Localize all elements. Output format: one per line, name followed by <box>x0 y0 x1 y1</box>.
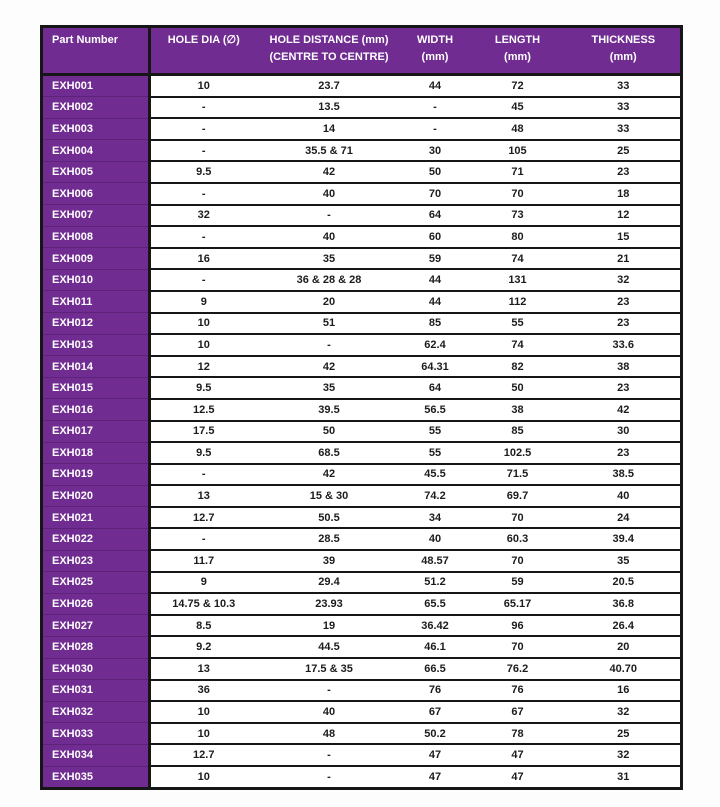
value-cell: 82 <box>469 356 567 378</box>
value-cell: 8.5 <box>150 615 257 637</box>
table-row <box>42 701 682 723</box>
value-cell: - <box>150 118 257 140</box>
table-row <box>42 550 682 572</box>
table-row <box>42 75 682 97</box>
value-cell: 32 <box>567 269 682 291</box>
value-cell: 10 <box>150 766 257 788</box>
col-header-label: Part Number <box>52 34 119 46</box>
part-number-cell: EXH007 <box>42 205 150 227</box>
col-header-sublabel: (mm) <box>504 51 531 64</box>
value-cell: 44.5 <box>257 636 402 658</box>
value-cell: 13.5 <box>257 97 402 119</box>
value-cell: 72 <box>469 75 567 97</box>
value-cell: 42 <box>567 399 682 421</box>
table-row <box>42 226 682 248</box>
value-cell: 45.5 <box>402 464 469 486</box>
value-cell: 40 <box>257 701 402 723</box>
value-cell: 35 <box>257 248 402 270</box>
value-cell: 85 <box>469 421 567 443</box>
value-cell: 51 <box>257 313 402 335</box>
value-cell: - <box>257 766 402 788</box>
col-header-part-number <box>42 27 150 75</box>
value-cell: 25 <box>567 140 682 162</box>
value-cell: 47 <box>469 766 567 788</box>
part-number-cell: EXH035 <box>42 766 150 788</box>
value-cell: 35 <box>257 377 402 399</box>
table-row <box>42 140 682 162</box>
value-cell: - <box>257 334 402 356</box>
value-cell: - <box>150 97 257 119</box>
col-header-sublabel: (CENTRE TO CENTRE) <box>269 51 389 64</box>
value-cell: 12.7 <box>150 744 257 766</box>
value-cell: 60.3 <box>469 528 567 550</box>
table-row <box>42 593 682 615</box>
value-cell: 23 <box>567 161 682 183</box>
part-number-cell: EXH017 <box>42 421 150 443</box>
value-cell: 21 <box>567 248 682 270</box>
value-cell: 71 <box>469 161 567 183</box>
col-header-label: HOLE DIA (∅) <box>167 34 240 46</box>
value-cell: 23 <box>567 291 682 313</box>
value-cell: 39.4 <box>567 528 682 550</box>
value-cell: 102.5 <box>469 442 567 464</box>
part-number-cell: EXH023 <box>42 550 150 572</box>
value-cell: 55 <box>402 442 469 464</box>
table-row <box>42 269 682 291</box>
value-cell: - <box>257 205 402 227</box>
value-cell: 9 <box>150 572 257 594</box>
value-cell: - <box>150 183 257 205</box>
value-cell: 44 <box>402 269 469 291</box>
part-number-cell: EXH018 <box>42 442 150 464</box>
value-cell: 10 <box>150 701 257 723</box>
col-header-sublabel: (mm) <box>421 51 449 64</box>
col-header-sublabel: (mm) <box>609 51 637 64</box>
value-cell: 34 <box>402 507 469 529</box>
value-cell: 38 <box>567 356 682 378</box>
value-cell: - <box>402 118 469 140</box>
part-number-cell: EXH005 <box>42 161 150 183</box>
value-cell: 10 <box>150 723 257 745</box>
value-cell: 65.5 <box>402 593 469 615</box>
value-cell: - <box>150 464 257 486</box>
value-cell: 42 <box>257 161 402 183</box>
value-cell: 45 <box>469 97 567 119</box>
value-cell: 32 <box>150 205 257 227</box>
part-number-cell: EXH031 <box>42 680 150 702</box>
value-cell: 73 <box>469 205 567 227</box>
value-cell: 48 <box>469 118 567 140</box>
value-cell: 12.5 <box>150 399 257 421</box>
value-cell: - <box>150 269 257 291</box>
value-cell: 50.2 <box>402 723 469 745</box>
value-cell: 67 <box>402 701 469 723</box>
value-cell: 30 <box>402 140 469 162</box>
table-row <box>42 658 682 680</box>
value-cell: 59 <box>469 572 567 594</box>
table-row <box>42 183 682 205</box>
table-row <box>42 572 682 594</box>
value-cell: 32 <box>567 744 682 766</box>
part-number-cell: EXH026 <box>42 593 150 615</box>
value-cell: 14.75 & 10.3 <box>150 593 257 615</box>
value-cell: 33 <box>567 75 682 97</box>
table-row <box>42 442 682 464</box>
table-row <box>42 744 682 766</box>
value-cell: 33.6 <box>567 334 682 356</box>
part-number-cell: EXH020 <box>42 485 150 507</box>
part-number-cell: EXH019 <box>42 464 150 486</box>
value-cell: 16 <box>150 248 257 270</box>
value-cell: 9.5 <box>150 442 257 464</box>
value-cell: 36 & 28 & 28 <box>257 269 402 291</box>
value-cell: 19 <box>257 615 402 637</box>
value-cell: 68.5 <box>257 442 402 464</box>
value-cell: 64 <box>402 205 469 227</box>
value-cell: 25 <box>567 723 682 745</box>
col-header-length <box>469 27 567 75</box>
part-number-cell: EXH003 <box>42 118 150 140</box>
value-cell: - <box>257 744 402 766</box>
value-cell: 78 <box>469 723 567 745</box>
value-cell: 15 & 30 <box>257 485 402 507</box>
value-cell: 17.5 & 35 <box>257 658 402 680</box>
value-cell: 74.2 <box>402 485 469 507</box>
value-cell: 39.5 <box>257 399 402 421</box>
parts-spec-table <box>40 25 683 790</box>
value-cell: 47 <box>402 744 469 766</box>
part-number-cell: EXH016 <box>42 399 150 421</box>
value-cell: 50 <box>402 161 469 183</box>
value-cell: - <box>257 680 402 702</box>
value-cell: 112 <box>469 291 567 313</box>
value-cell: 74 <box>469 334 567 356</box>
value-cell: 20 <box>567 636 682 658</box>
col-header-label: HOLE DISTANCE (mm) <box>269 34 389 46</box>
value-cell: 10 <box>150 313 257 335</box>
value-cell: 44 <box>402 75 469 97</box>
part-number-cell: EXH028 <box>42 636 150 658</box>
value-cell: 65.17 <box>469 593 567 615</box>
part-number-cell: EXH034 <box>42 744 150 766</box>
header-row <box>42 27 682 75</box>
part-number-cell: EXH002 <box>42 97 150 119</box>
value-cell: 17.5 <box>150 421 257 443</box>
value-cell: 24 <box>567 507 682 529</box>
part-number-cell: EXH013 <box>42 334 150 356</box>
table-row <box>42 399 682 421</box>
value-cell: 50 <box>469 377 567 399</box>
value-cell: 15 <box>567 226 682 248</box>
table-row <box>42 528 682 550</box>
table-header <box>42 27 682 75</box>
value-cell: 51.2 <box>402 572 469 594</box>
table-row <box>42 766 682 788</box>
value-cell: 47 <box>402 766 469 788</box>
value-cell: 70 <box>469 183 567 205</box>
value-cell: 131 <box>469 269 567 291</box>
value-cell: 55 <box>402 421 469 443</box>
part-number-cell: EXH010 <box>42 269 150 291</box>
table-row <box>42 291 682 313</box>
table-row <box>42 313 682 335</box>
col-header-hole-dia <box>150 27 257 75</box>
value-cell: 55 <box>469 313 567 335</box>
part-number-cell: EXH012 <box>42 313 150 335</box>
value-cell: 59 <box>402 248 469 270</box>
part-number-cell: EXH004 <box>42 140 150 162</box>
part-number-cell: EXH021 <box>42 507 150 529</box>
part-number-cell: EXH009 <box>42 248 150 270</box>
value-cell: 23.93 <box>257 593 402 615</box>
value-cell: 46.1 <box>402 636 469 658</box>
part-number-cell: EXH032 <box>42 701 150 723</box>
col-header-thickness <box>567 27 682 75</box>
value-cell: 48.57 <box>402 550 469 572</box>
value-cell: 31 <box>567 766 682 788</box>
value-cell: 36.8 <box>567 593 682 615</box>
value-cell: 32 <box>567 701 682 723</box>
part-number-cell: EXH001 <box>42 75 150 97</box>
table-row <box>42 248 682 270</box>
table-row <box>42 680 682 702</box>
part-number-cell: EXH011 <box>42 291 150 313</box>
value-cell: 13 <box>150 485 257 507</box>
value-cell: 60 <box>402 226 469 248</box>
value-cell: 40.70 <box>567 658 682 680</box>
table-row <box>42 356 682 378</box>
value-cell: 23.7 <box>257 75 402 97</box>
value-cell: 80 <box>469 226 567 248</box>
part-number-cell: EXH027 <box>42 615 150 637</box>
value-cell: 105 <box>469 140 567 162</box>
value-cell: 50 <box>257 421 402 443</box>
value-cell: 70 <box>469 636 567 658</box>
table-row <box>42 615 682 637</box>
value-cell: 42 <box>257 356 402 378</box>
value-cell: 20 <box>257 291 402 313</box>
value-cell: 40 <box>257 226 402 248</box>
value-cell: 12.7 <box>150 507 257 529</box>
value-cell: 9.5 <box>150 161 257 183</box>
value-cell: 64 <box>402 377 469 399</box>
value-cell: 16 <box>567 680 682 702</box>
table-row <box>42 205 682 227</box>
value-cell: 62.4 <box>402 334 469 356</box>
value-cell: 50.5 <box>257 507 402 529</box>
table-row <box>42 485 682 507</box>
value-cell: 40 <box>567 485 682 507</box>
value-cell: - <box>150 528 257 550</box>
value-cell: 47 <box>469 744 567 766</box>
value-cell: 76 <box>469 680 567 702</box>
value-cell: 10 <box>150 75 257 97</box>
value-cell: 44 <box>402 291 469 313</box>
value-cell: 10 <box>150 334 257 356</box>
value-cell: 67 <box>469 701 567 723</box>
part-number-cell: EXH008 <box>42 226 150 248</box>
table-row <box>42 507 682 529</box>
value-cell: 70 <box>469 550 567 572</box>
value-cell: 70 <box>402 183 469 205</box>
part-number-cell: EXH022 <box>42 528 150 550</box>
value-cell: 38 <box>469 399 567 421</box>
value-cell: 9.5 <box>150 377 257 399</box>
value-cell: 74 <box>469 248 567 270</box>
table-row <box>42 636 682 658</box>
table-row <box>42 464 682 486</box>
value-cell: 48 <box>257 723 402 745</box>
value-cell: - <box>150 140 257 162</box>
col-header-hole-distance <box>257 27 402 75</box>
value-cell: 40 <box>402 528 469 550</box>
value-cell: 69.7 <box>469 485 567 507</box>
table-row <box>42 377 682 399</box>
col-header-label: WIDTH <box>416 34 454 46</box>
value-cell: 66.5 <box>402 658 469 680</box>
part-number-cell: EXH014 <box>42 356 150 378</box>
part-number-cell: EXH030 <box>42 658 150 680</box>
table-row <box>42 161 682 183</box>
value-cell: 35 <box>567 550 682 572</box>
value-cell: 64.31 <box>402 356 469 378</box>
part-number-cell: EXH033 <box>42 723 150 745</box>
part-number-cell: EXH015 <box>42 377 150 399</box>
value-cell: - <box>402 97 469 119</box>
value-cell: 85 <box>402 313 469 335</box>
value-cell: 23 <box>567 313 682 335</box>
value-cell: 36.42 <box>402 615 469 637</box>
value-cell: 26.4 <box>567 615 682 637</box>
value-cell: 9.2 <box>150 636 257 658</box>
value-cell: 23 <box>567 442 682 464</box>
value-cell: 11.7 <box>150 550 257 572</box>
part-number-cell: EXH006 <box>42 183 150 205</box>
value-cell: 36 <box>150 680 257 702</box>
value-cell: 23 <box>567 377 682 399</box>
value-cell: 12 <box>150 356 257 378</box>
value-cell: 35.5 & 71 <box>257 140 402 162</box>
table-row <box>42 97 682 119</box>
value-cell: 28.5 <box>257 528 402 550</box>
value-cell: 29.4 <box>257 572 402 594</box>
value-cell: 33 <box>567 118 682 140</box>
value-cell: 9 <box>150 291 257 313</box>
table-row <box>42 723 682 745</box>
value-cell: 39 <box>257 550 402 572</box>
value-cell: 20.5 <box>567 572 682 594</box>
value-cell: 76 <box>402 680 469 702</box>
value-cell: 76.2 <box>469 658 567 680</box>
col-header-label: THICKNESS <box>591 34 656 46</box>
value-cell: 12 <box>567 205 682 227</box>
value-cell: 30 <box>567 421 682 443</box>
col-header-label: LENGTH <box>494 34 541 46</box>
value-cell: 56.5 <box>402 399 469 421</box>
part-number-cell: EXH025 <box>42 572 150 594</box>
table-row <box>42 118 682 140</box>
table-row <box>42 421 682 443</box>
table-row <box>42 334 682 356</box>
value-cell: 40 <box>257 183 402 205</box>
col-header-width <box>402 27 469 75</box>
value-cell: 96 <box>469 615 567 637</box>
value-cell: 33 <box>567 97 682 119</box>
value-cell: 70 <box>469 507 567 529</box>
value-cell: 18 <box>567 183 682 205</box>
value-cell: 71.5 <box>469 464 567 486</box>
table-body <box>42 75 682 789</box>
value-cell: 38.5 <box>567 464 682 486</box>
value-cell: 14 <box>257 118 402 140</box>
value-cell: 42 <box>257 464 402 486</box>
value-cell: 13 <box>150 658 257 680</box>
value-cell: - <box>150 226 257 248</box>
